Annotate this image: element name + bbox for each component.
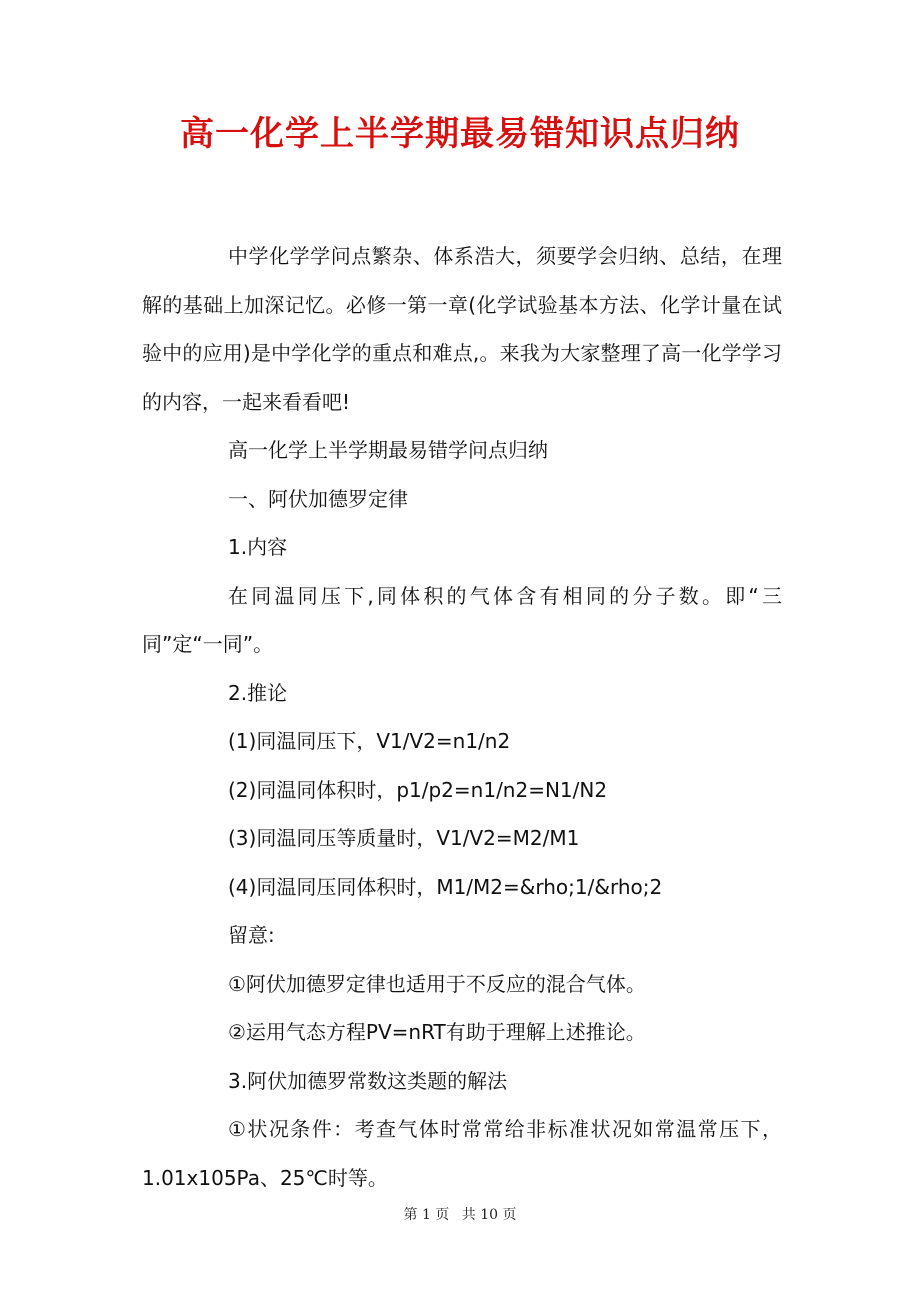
note-item: ②运用气态方程PV=nRT有助于理解上述推论。: [228, 1020, 646, 1044]
method-item: ①状况条件：考查气体时常常给非标准状况如常温常压下，1.01x105Pa、25℃时等。: [142, 1117, 782, 1190]
method-heading: 3.阿伏加德罗常数这类题的解法: [228, 1068, 508, 1093]
note-heading: 留意:: [228, 923, 275, 947]
document-body: [142, 232, 782, 1202]
inference-heading: 2.推论: [228, 680, 288, 705]
document-title: 高一化学上半学期最易错知识点归纳: [180, 114, 740, 154]
inference-item: (2)同温同体积时，p1/p2=n1/n2=N1/N2: [228, 777, 608, 802]
note-item: ①阿伏加德罗定律也适用于不反应的混合气体。: [228, 971, 646, 996]
subtitle: 高一化学上半学期最易错学问点归纳: [228, 438, 548, 462]
page-number: 第 1 页: [403, 1207, 450, 1223]
section-heading: 一、阿伏加德罗定律: [228, 486, 408, 511]
content-heading: 1.内容: [228, 535, 288, 559]
page-footer: [0, 1204, 920, 1226]
content-paragraph: 在同温同压下,同体积的气体含有相同的分子数。即“三同”定“一同”。: [142, 583, 782, 656]
inference-item: (1)同温同压下，V1/V2=n1/n2: [228, 729, 511, 753]
page-total: 共 10 页: [461, 1207, 517, 1223]
inference-item: (4)同温同压同体积时，M1/M2=&rho;1/&rho;2: [228, 874, 663, 899]
intro-paragraph: 中学化学学问点繁杂、体系浩大，须要学会归纳、总结，在理解的基础上加深记忆。必修一第一章(化学试验基本方法、化学计量在试验中的应用)是中学化学的重点和难点,。来我为大家整理了高一化学学习的内容，一起来看看吧!: [142, 244, 782, 414]
inference-item: (3)同温同压等质量时，V1/V2=M2/M1: [228, 826, 580, 850]
